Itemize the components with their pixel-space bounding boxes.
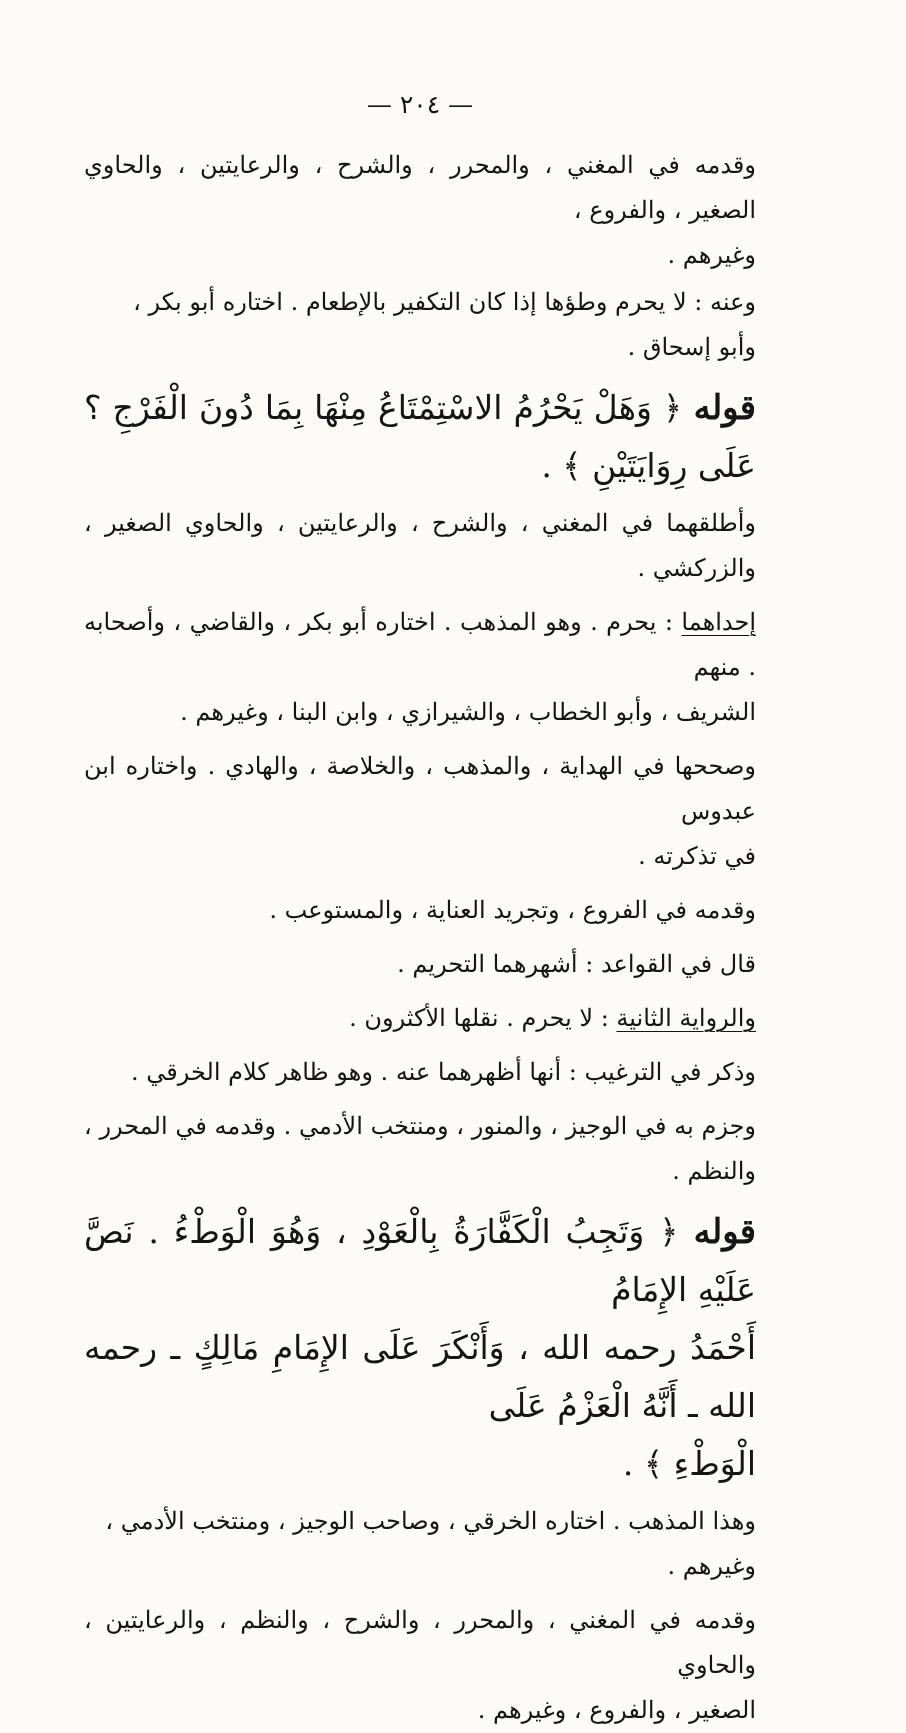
quote-1-lead: قوله — [693, 388, 756, 428]
quote-2-line-1: ﴿ وَتَجِبُ الْكَفَّارَةُ بِالْعَوْدِ ، وَهُوَ الْوَطْءُ . نَصَّ عَلَيْهِ الإِمَامُ — [84, 1212, 756, 1309]
paragraph-12-line-1: وقدمه في المغني ، والمحرر ، والشرح ، والنظم ، والرعايتين ، والحاوي — [84, 1606, 756, 1679]
paragraph-4 — [84, 600, 756, 735]
main-text — [84, 143, 756, 1733]
paragraph-8-text: : لا يحرم . نقلها الأكثرون . — [349, 1004, 617, 1032]
quote-2-lead: قوله — [693, 1212, 757, 1252]
paragraph-3 — [84, 501, 756, 591]
paragraph-2-line-1: وعنه : لا يحرم وطؤها إذا كان التكفير بالإطعام . اختاره أبو بكر ، — [133, 288, 756, 316]
paragraph-4-label: إحداهما — [681, 608, 756, 636]
paragraph-9 — [84, 1050, 756, 1095]
paragraph-1-line-1: وقدمه في المغني ، والمحرر ، والشرح ، والرعايتين ، والحاوي الصغير ، والفروع ، — [84, 151, 756, 224]
paragraph-4-line-2: الشريف ، وأبو الخطاب ، والشيرازي ، وابن البنا ، وغيرهم . — [180, 698, 756, 726]
paragraph-2 — [84, 280, 756, 370]
paragraph-5 — [84, 744, 756, 879]
quote-2-line-2: أَحْمَدُ رحمه الله ، وَأَنْكَرَ عَلَى الإِمَامِ مَالِكٍ ـ رحمه الله ـ أَنَّهُ الْعَزْمُ عَلَى — [84, 1328, 756, 1425]
paragraph-10-text: وجزم به في الوجيز ، والمنور ، ومنتخب الأدمي . وقدمه في المحرر ، والنظم . — [84, 1112, 756, 1185]
paragraph-3-text: وأطلقهما في المغني ، والشرح ، والرعايتين ، والحاوي الصغير ، والزركشي . — [84, 509, 756, 582]
paragraph-6 — [84, 888, 756, 933]
paragraph-9-text: وذكر في الترغيب : أنها أظهرهما عنه . وهو ظاهر كلام الخرقي . — [131, 1058, 756, 1086]
quote-1-text: ﴿ وَهَلْ يَحْرُمُ الاسْتِمْتَاعُ مِنْهَا بِمَا دُونَ الْفَرْجِ ؟ عَلَى رِوَايَتَيْنِ ﴾ . — [84, 388, 756, 485]
paragraph-8 — [84, 996, 756, 1041]
paragraph-1-line-2: وغيرهم . — [667, 241, 756, 269]
paragraph-8-label: والرواية الثانية — [616, 1004, 756, 1032]
paragraph-12 — [84, 1598, 756, 1733]
quoted-passage-1 — [84, 379, 756, 495]
paragraph-7-text: قال في القواعد : أشهرهما التحريم . — [397, 950, 756, 978]
paragraph-11 — [84, 1499, 756, 1589]
paragraph-1 — [84, 143, 756, 278]
paragraph-2-line-2: وأبو إسحاق . — [627, 333, 756, 361]
paragraph-12-line-2: الصغير ، والفروع ، وغيرهم . — [477, 1696, 756, 1724]
paragraph-11-line-1: وهذا المذهب . اختاره الخرقي ، وصاحب الوجيز ، ومنتخب الأدمي ، — [105, 1507, 756, 1535]
paragraph-6-text: وقدمه في الفروع ، وتجريد العناية ، والمستوعب . — [269, 896, 756, 924]
paragraph-5-line-1: وصححها في الهداية ، والمذهب ، والخلاصة ، والهادي . واختاره ابن عبدوس — [84, 752, 756, 825]
page-number: — ٢٠٤ — — [366, 90, 474, 119]
paragraph-10 — [84, 1104, 756, 1194]
quote-2-line-3: الْوَطْءِ ﴾ . — [622, 1444, 756, 1483]
paragraph-11-line-2: وغيرهم . — [667, 1552, 756, 1580]
paragraph-7 — [84, 942, 756, 987]
quoted-passage-2 — [84, 1203, 756, 1493]
paragraph-4-text: : يحرم . وهو المذهب . اختاره أبو بكر ، والقاضي ، وأصحابه . منهم — [84, 608, 756, 681]
paragraph-5-line-2: في تذكرته . — [638, 842, 756, 870]
